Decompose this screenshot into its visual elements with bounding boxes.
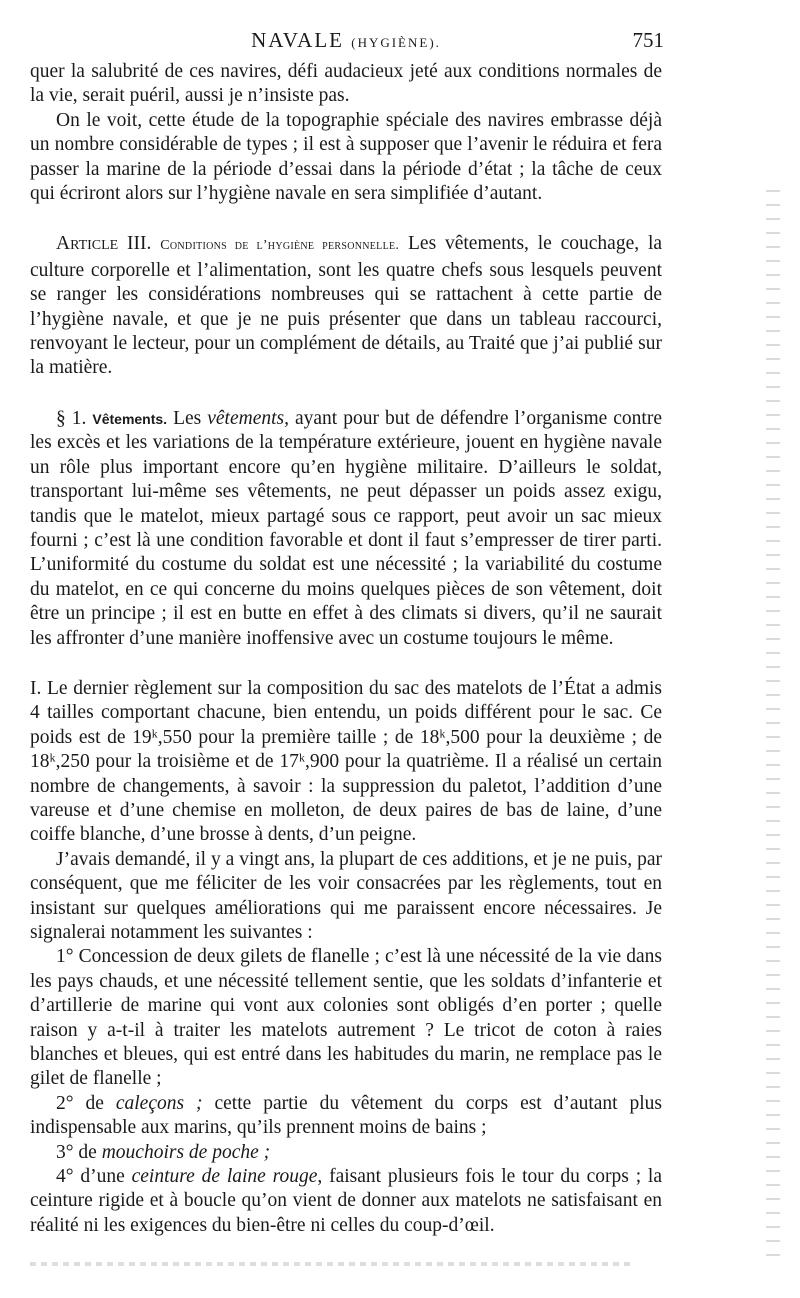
paragraph-continuation: quer la salubrité de ces navires, défi audacieux jeté aux conditions normales de la vie, serait puéril, aussi je n’insiste pas. [30, 61, 662, 107]
article-paragraph [30, 232, 662, 380]
paragraph-reglement: I. Le dernier règlement sur la composition du sac des matelots de l’État a admis 4 tailles comportant chacune, bien entendu, un poids différent pour le sac. Ce poids est de 19ᵏ,550 pour la première taille ; de 18ᵏ,500 pour la deuxième ; de 18ᵏ,250 pour la troisième et de 17ᵏ,900 pour la quatrième. Il a réalisé un certain nombre de changements, à savoir : la suppression du paletot, l’addition d’une vareuse et d’une chemise en molleton, de deux paires de bas de laine, d’une coiffe blanche, d’une brosse à dents, d’un peigne. [30, 677, 662, 846]
section-body-b: ayant pour but de défendre l’organisme contre les excès et les variations de la température extérieure, jouent en hygiène navale un rôle plus important encore qu’en hygiène militaire. D’ailleurs le soldat, transportant lui-même ses vêtements, ne peut dépasser un poids assez exigu, tandis que le matelot, mieux partagé sous ce rapport, peut avoir un sac mieux fourni ; c’est là une condition favorable et dont il faut s’empresser de tirer parti. L’uniformité du costume du soldat est une nécessité ; la variabilité du costume du matelot, en ce qui concerne du moins quelques pièces de son vêtement, doit être un principe ; il est en butte en effet à des climats si divers, qu’il ne saurait les affronter d’une manière inoffensive avec un costume toujours le même. [30, 407, 662, 649]
list-item-1: 1° Concession de deux gilets de flanelle ; c’est là une nécessité de la vie dans les pays chauds, et une nécessité tellement sentie, que les soldats d’infanterie et d’artillerie de marine qui vont aux colonies sont obligés d’en porter ; quelle raison y a-t-il à traiter les matelots autrement ? Le tricot de coton à raies blanches et bleues, qui est entré dans les habitudes du marin, ne remplace pas le gilet de flanelle ; [30, 946, 662, 1090]
list-item-3 [30, 1141, 662, 1165]
page [30, 28, 662, 1238]
section-paragraph [30, 407, 662, 651]
running-header [30, 28, 662, 54]
list-item-2-em: caleçons ; [115, 1092, 203, 1114]
article-label: Article III. [56, 233, 152, 255]
list-item-2-b: cette partie du vêtement du corps est d’autant plus indispensable aux marins, qu’ils prennent moins de bains ; [30, 1092, 663, 1139]
section-body-em: vêtements, [207, 407, 289, 429]
list-item-4-a: 4° d’une [56, 1166, 125, 1188]
running-title [30, 28, 662, 53]
article-body: Les vêtements, le couchage, la culture corporelle et l’alimentation, sont les quatre chefs sous lesquels peuvent se ranger les considérations nombreuses qui se rattachent à cette partie de l’hygiène navale, et que je ne puis présenter que dans un tableau raccourci, renvoyant le lecteur, pour un complément de détails, au Traité que j’ai publié sur la matière. [30, 233, 663, 379]
paragraph-demandes: J’avais demandé, il y a vingt ans, la plupart de ces additions, et je ne puis, par conséquent, que me féliciter de les voir consacrées par les règlements, tout en insistant sur quelques améliorations qui me paraissent encore nécessaires. Je signalerai notamment les suivantes : [30, 848, 662, 943]
list-item-2 [30, 1092, 662, 1141]
article-title: Conditions de l’hygiène personnelle. [160, 238, 400, 254]
list-item-2-a: 2° de [56, 1092, 104, 1114]
list-item-3-em: mouchoirs de poche ; [101, 1141, 271, 1163]
scan-bottom-bleed [30, 1262, 630, 1266]
list-item-3-a: 3° de [56, 1141, 97, 1163]
list-item-4-b: , faisant plusieurs fois le tour du corps ; la ceinture rigide et à boucle qu’on vient de donner aux matelots ne satisfaisant en réalité ni les exigences du bien-être ni celles du coup-d’œil. [30, 1166, 663, 1236]
section-mark: § 1. [56, 407, 87, 429]
running-title-paren: (HYGIÈNE). [351, 35, 441, 50]
list-item-4-em: ceinture de laine rouge [131, 1166, 318, 1188]
page-number: 751 [632, 28, 664, 52]
scan-margin-artifact [766, 190, 780, 1260]
running-title-main: NAVALE [251, 28, 344, 52]
list-item-4 [30, 1165, 662, 1238]
section-title: Vêtements. [92, 410, 168, 427]
paragraph-topographie: On le voit, cette étude de la topographie spéciale des navires embrasse déjà un nombre considérable de types ; il est à supposer que l’avenir le réduira et fera passer la marine de la période d’essai dans la période d’état ; la tâche de ceux qui écriront alors sur l’hygiène navale en sera simplifiée d’autant. [30, 109, 662, 205]
section-body-a: Les [173, 407, 202, 429]
